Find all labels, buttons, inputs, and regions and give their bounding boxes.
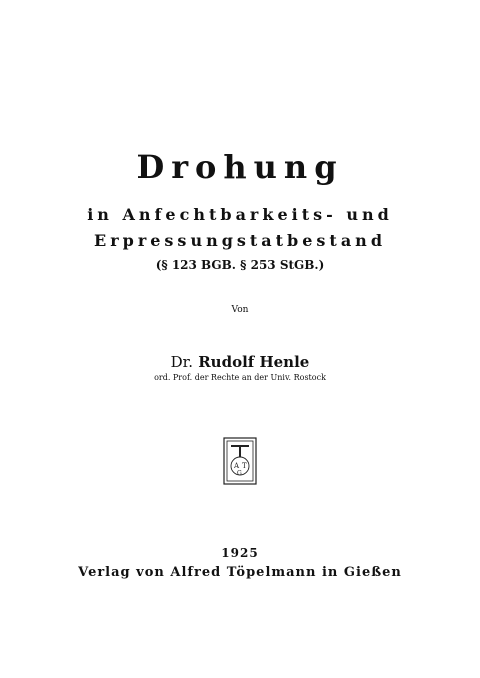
svg-text:T: T [242,462,247,470]
svg-text:G: G [237,470,242,477]
subtitle-line-1: in Anfechtbarkeits- und [87,205,393,224]
book-title: Drohung [136,148,344,186]
publication-year: 1925 [221,546,259,560]
svg-text:A: A [234,462,240,470]
by-label: Von [231,305,249,315]
law-reference: (§ 123 BGB. § 253 StGB.) [155,258,325,272]
atg-publisher-mark-icon [223,437,257,485]
publisher-line: Verlag von Alfred Töpelmann in Gießen [78,565,402,580]
subtitle-line-2: Erpressungstatbestand [94,231,386,250]
author-prefix: Dr. [170,353,193,371]
author-name: Rudolf Henle [198,353,310,371]
author-affiliation: ord. Prof. der Rechte an der Univ. Rostock [154,373,326,382]
author-line [0,353,480,371]
